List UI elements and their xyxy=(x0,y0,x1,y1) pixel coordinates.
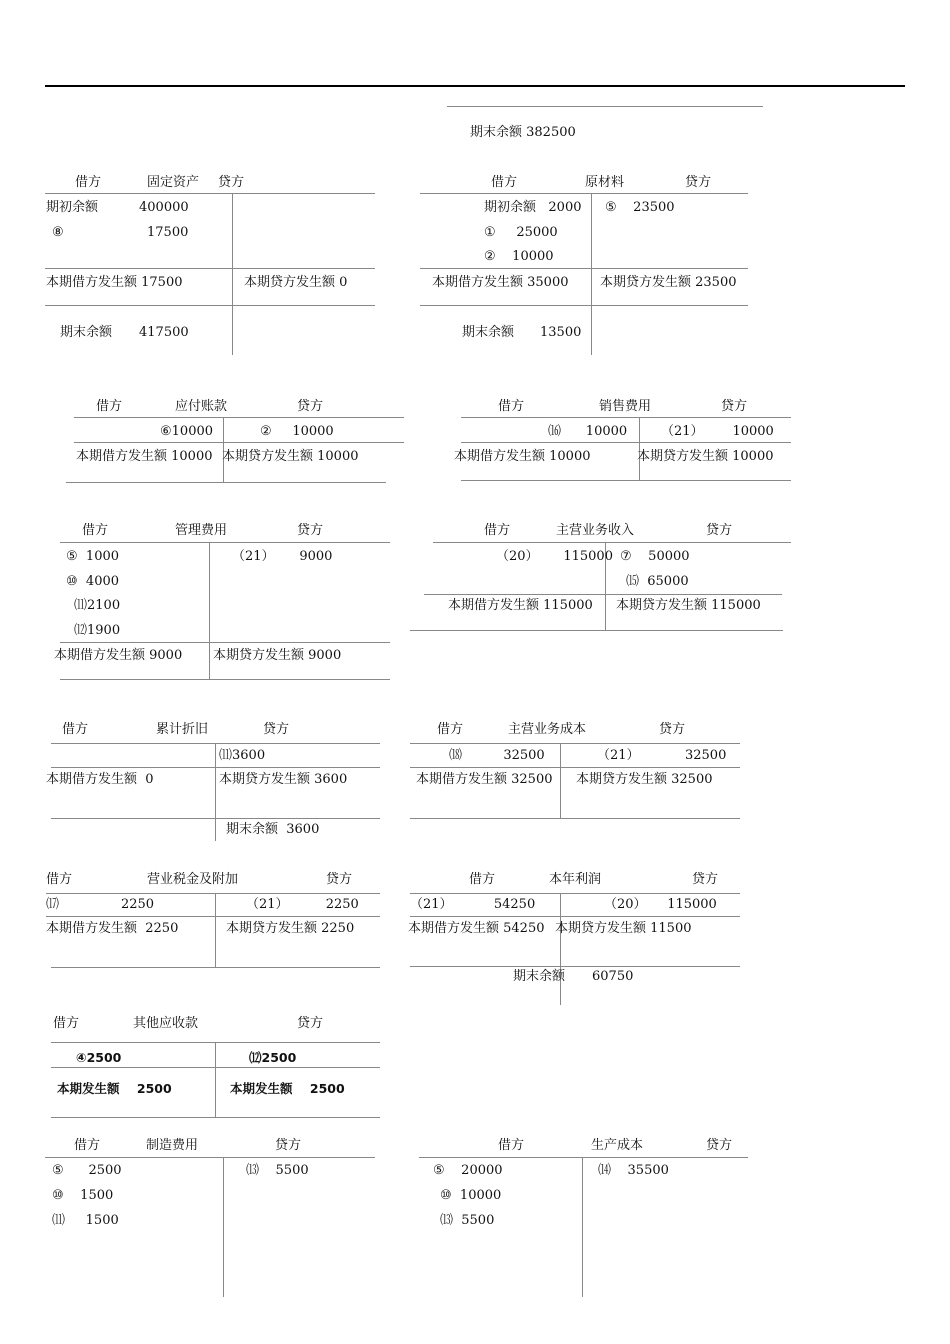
header-rule xyxy=(60,542,390,543)
debit-header: 借方 xyxy=(484,523,511,538)
debit-total: 本期借方发生额 54250 xyxy=(408,921,545,936)
debit-header: 借方 xyxy=(46,872,73,887)
header-rule xyxy=(433,542,791,543)
credit-entry-1: （21） 9000 xyxy=(232,549,333,564)
credit-entry-1: ② 10000 xyxy=(260,424,334,439)
divider xyxy=(591,193,592,355)
credit-entry-2: ⒂ 65000 xyxy=(626,574,689,589)
debit-entry-1: ⒃ 10000 xyxy=(548,424,628,439)
credit-total: 本期发生额 2500 xyxy=(230,1081,345,1096)
debit-total: 本期借方发生额 17500 xyxy=(46,275,183,290)
opening-value: 400000 xyxy=(139,200,189,215)
total-rule xyxy=(424,594,782,595)
credit-entry-1: ⑤ 23500 xyxy=(605,200,675,215)
credit-header: 贷方 xyxy=(297,399,324,414)
bottom-rule xyxy=(66,482,386,483)
divider xyxy=(215,1042,216,1117)
ending-balance: 期末余额 3600 xyxy=(226,822,320,837)
debit-entry-2: ② 10000 xyxy=(484,249,554,264)
header-rule xyxy=(419,1157,748,1158)
debit-total: 本期借方发生额 2250 xyxy=(46,921,179,936)
account-title: 营业税金及附加 xyxy=(147,872,239,887)
page-top-rule xyxy=(45,85,905,87)
header-rule xyxy=(45,1157,375,1158)
credit-entry-1: （21） 2250 xyxy=(246,897,359,912)
bottom-rule xyxy=(410,818,740,819)
debit-header: 借方 xyxy=(62,722,89,737)
debit-header: 借方 xyxy=(498,1138,525,1153)
total-rule xyxy=(45,268,375,269)
debit-header: 借方 xyxy=(491,175,518,190)
debit-total: 本期发生额 2500 xyxy=(57,1081,172,1096)
divider xyxy=(560,893,561,1005)
debit-total: 本期借方发生额 0 xyxy=(46,772,154,787)
credit-total: 本期贷方发生额 10000 xyxy=(637,449,774,464)
credit-header: 贷方 xyxy=(692,872,719,887)
debit-entry-1: （20） 115000 xyxy=(496,549,613,564)
header-rule xyxy=(45,193,375,194)
total-rule xyxy=(51,767,380,768)
credit-entry-1: ⑾3600 xyxy=(219,748,266,763)
bottom-rule xyxy=(410,966,740,967)
debit-entry-3: ⑾ 1500 xyxy=(52,1213,119,1228)
header-rule xyxy=(461,417,791,418)
total-rule xyxy=(46,916,380,917)
credit-header: 贷方 xyxy=(275,1138,302,1153)
debit-header: 借方 xyxy=(469,872,496,887)
debit-total: 本期借方发生额 10000 xyxy=(76,449,213,464)
debit-entry-1: ⑥10000 xyxy=(160,424,214,439)
header-rule xyxy=(410,743,740,744)
ending-label: 期末余额 xyxy=(513,969,566,984)
credit-header: 贷方 xyxy=(297,523,324,538)
credit-total: 本期贷方发生额 9000 xyxy=(213,648,342,663)
header-rule xyxy=(46,893,380,894)
credit-total: 本期贷方发生额 10000 xyxy=(222,449,359,464)
account-title: 累计折旧 xyxy=(156,722,209,737)
bottom-rule xyxy=(51,967,380,968)
credit-header: 贷方 xyxy=(218,175,245,190)
credit-header: 贷方 xyxy=(706,523,733,538)
total-rule xyxy=(60,642,390,643)
account-title: 主营业务成本 xyxy=(508,722,587,737)
divider xyxy=(582,1157,583,1297)
debit-entry-1: ① 25000 xyxy=(484,225,558,240)
debit-total: 本期借方发生额 35000 xyxy=(432,275,569,290)
account-title: 其他应收款 xyxy=(133,1016,199,1031)
entry-value: 17500 xyxy=(147,225,189,240)
credit-entry-1: ⑦ 50000 xyxy=(620,549,690,564)
debit-header: 借方 xyxy=(82,523,109,538)
total-rule xyxy=(51,1067,380,1068)
entry-no: ⑧ xyxy=(52,225,64,240)
debit-entry-2: ⑩ 10000 xyxy=(440,1188,502,1203)
top-balance: 期末余额 382500 xyxy=(470,125,576,140)
header-rule xyxy=(420,193,748,194)
debit-entry-1: ⑤ 20000 xyxy=(433,1163,503,1178)
account-title: 销售费用 xyxy=(599,399,652,414)
debit-header: 借方 xyxy=(96,399,123,414)
total-rule xyxy=(410,767,740,768)
debit-header: 借方 xyxy=(75,175,102,190)
debit-total: 本期借方发生额 115000 xyxy=(448,598,593,613)
debit-entry-2: ⑩ 4000 xyxy=(66,574,120,589)
credit-header: 贷方 xyxy=(659,722,686,737)
account-title: 固定资产 xyxy=(147,175,200,190)
debit-entry-1: ④2500 xyxy=(76,1050,122,1065)
account-title: 主营业务收入 xyxy=(556,523,635,538)
credit-total: 本期贷方发生额 0 xyxy=(244,275,348,290)
debit-entry-1: ⑤ 1000 xyxy=(66,549,120,564)
credit-header: 贷方 xyxy=(263,722,290,737)
credit-header: 贷方 xyxy=(706,1138,733,1153)
debit-total: 本期借方发生额 10000 xyxy=(454,449,591,464)
account-title: 制造费用 xyxy=(146,1138,199,1153)
credit-total: 本期贷方发生额 11500 xyxy=(555,921,692,936)
bottom-rule xyxy=(45,305,375,306)
account-title: 管理费用 xyxy=(175,523,228,538)
divider xyxy=(223,1157,224,1297)
credit-entry-1: ⑿2500 xyxy=(249,1050,297,1065)
bottom-rule xyxy=(461,480,791,481)
debit-entry-2: ⑩ 1500 xyxy=(52,1188,114,1203)
opening-label: 期初余额 xyxy=(46,200,99,215)
credit-header: 贷方 xyxy=(297,1016,324,1031)
ending-value: 60750 xyxy=(592,969,634,984)
credit-total: 本期贷方发生额 23500 xyxy=(600,275,737,290)
total-rule xyxy=(74,442,404,443)
credit-total: 本期贷方发生额 2250 xyxy=(226,921,355,936)
credit-total: 本期贷方发生额 115000 xyxy=(616,598,761,613)
ending-value: 417500 xyxy=(139,325,189,340)
account-title: 本年利润 xyxy=(549,872,602,887)
total-rule xyxy=(410,916,740,917)
divider xyxy=(232,193,233,355)
debit-entry-1: （21） 54250 xyxy=(410,897,536,912)
bottom-rule xyxy=(410,630,783,631)
account-title: 原材料 xyxy=(585,175,625,190)
debit-entry-3: ⒀ 5500 xyxy=(440,1213,495,1228)
header-rule xyxy=(410,893,740,894)
debit-total: 本期借方发生额 9000 xyxy=(54,648,183,663)
account-title: 生产成本 xyxy=(591,1138,644,1153)
bottom-rule xyxy=(51,818,380,819)
divider xyxy=(560,743,561,818)
credit-total: 本期贷方发生额 3600 xyxy=(219,772,348,787)
account-title: 应付账款 xyxy=(175,399,228,414)
top-balance-rule xyxy=(447,106,763,107)
ending-label: 期末余额 xyxy=(60,325,113,340)
debit-header: 借方 xyxy=(498,399,525,414)
debit-entry-3: ⑾2100 xyxy=(74,598,121,613)
divider xyxy=(215,893,216,967)
bottom-rule xyxy=(51,1117,380,1118)
bottom-rule xyxy=(60,679,390,680)
debit-entry-1: ⑤ 2500 xyxy=(52,1163,122,1178)
credit-entry-1: （20） 115000 xyxy=(604,897,717,912)
credit-entry-1: ⒁ 35500 xyxy=(598,1163,669,1178)
credit-header: 贷方 xyxy=(721,399,748,414)
credit-total: 本期贷方发生额 32500 xyxy=(576,772,713,787)
debit-header: 借方 xyxy=(53,1016,80,1031)
ending-label: 期末余额 xyxy=(462,325,515,340)
credit-entry-1: （21） 10000 xyxy=(661,424,774,439)
debit-header: 借方 xyxy=(437,722,464,737)
credit-header: 贷方 xyxy=(326,872,353,887)
credit-header: 贷方 xyxy=(685,175,712,190)
debit-entry-1: ⒅ 32500 xyxy=(449,748,545,763)
header-rule xyxy=(74,417,404,418)
total-rule xyxy=(461,442,791,443)
total-rule xyxy=(420,268,748,269)
opening: 期初余额 2000 xyxy=(484,200,582,215)
ending-value: 13500 xyxy=(540,325,582,340)
divider xyxy=(215,743,216,841)
credit-entry-1: ⒀ 5500 xyxy=(246,1163,309,1178)
debit-entry-1: ⒄ 2250 xyxy=(46,897,155,912)
debit-header: 借方 xyxy=(74,1138,101,1153)
debit-total: 本期借方发生额 32500 xyxy=(416,772,553,787)
bottom-rule xyxy=(420,305,748,306)
divider xyxy=(209,542,210,680)
credit-entry-1: （21） 32500 xyxy=(597,748,727,763)
debit-entry-4: ⑿1900 xyxy=(74,623,121,638)
